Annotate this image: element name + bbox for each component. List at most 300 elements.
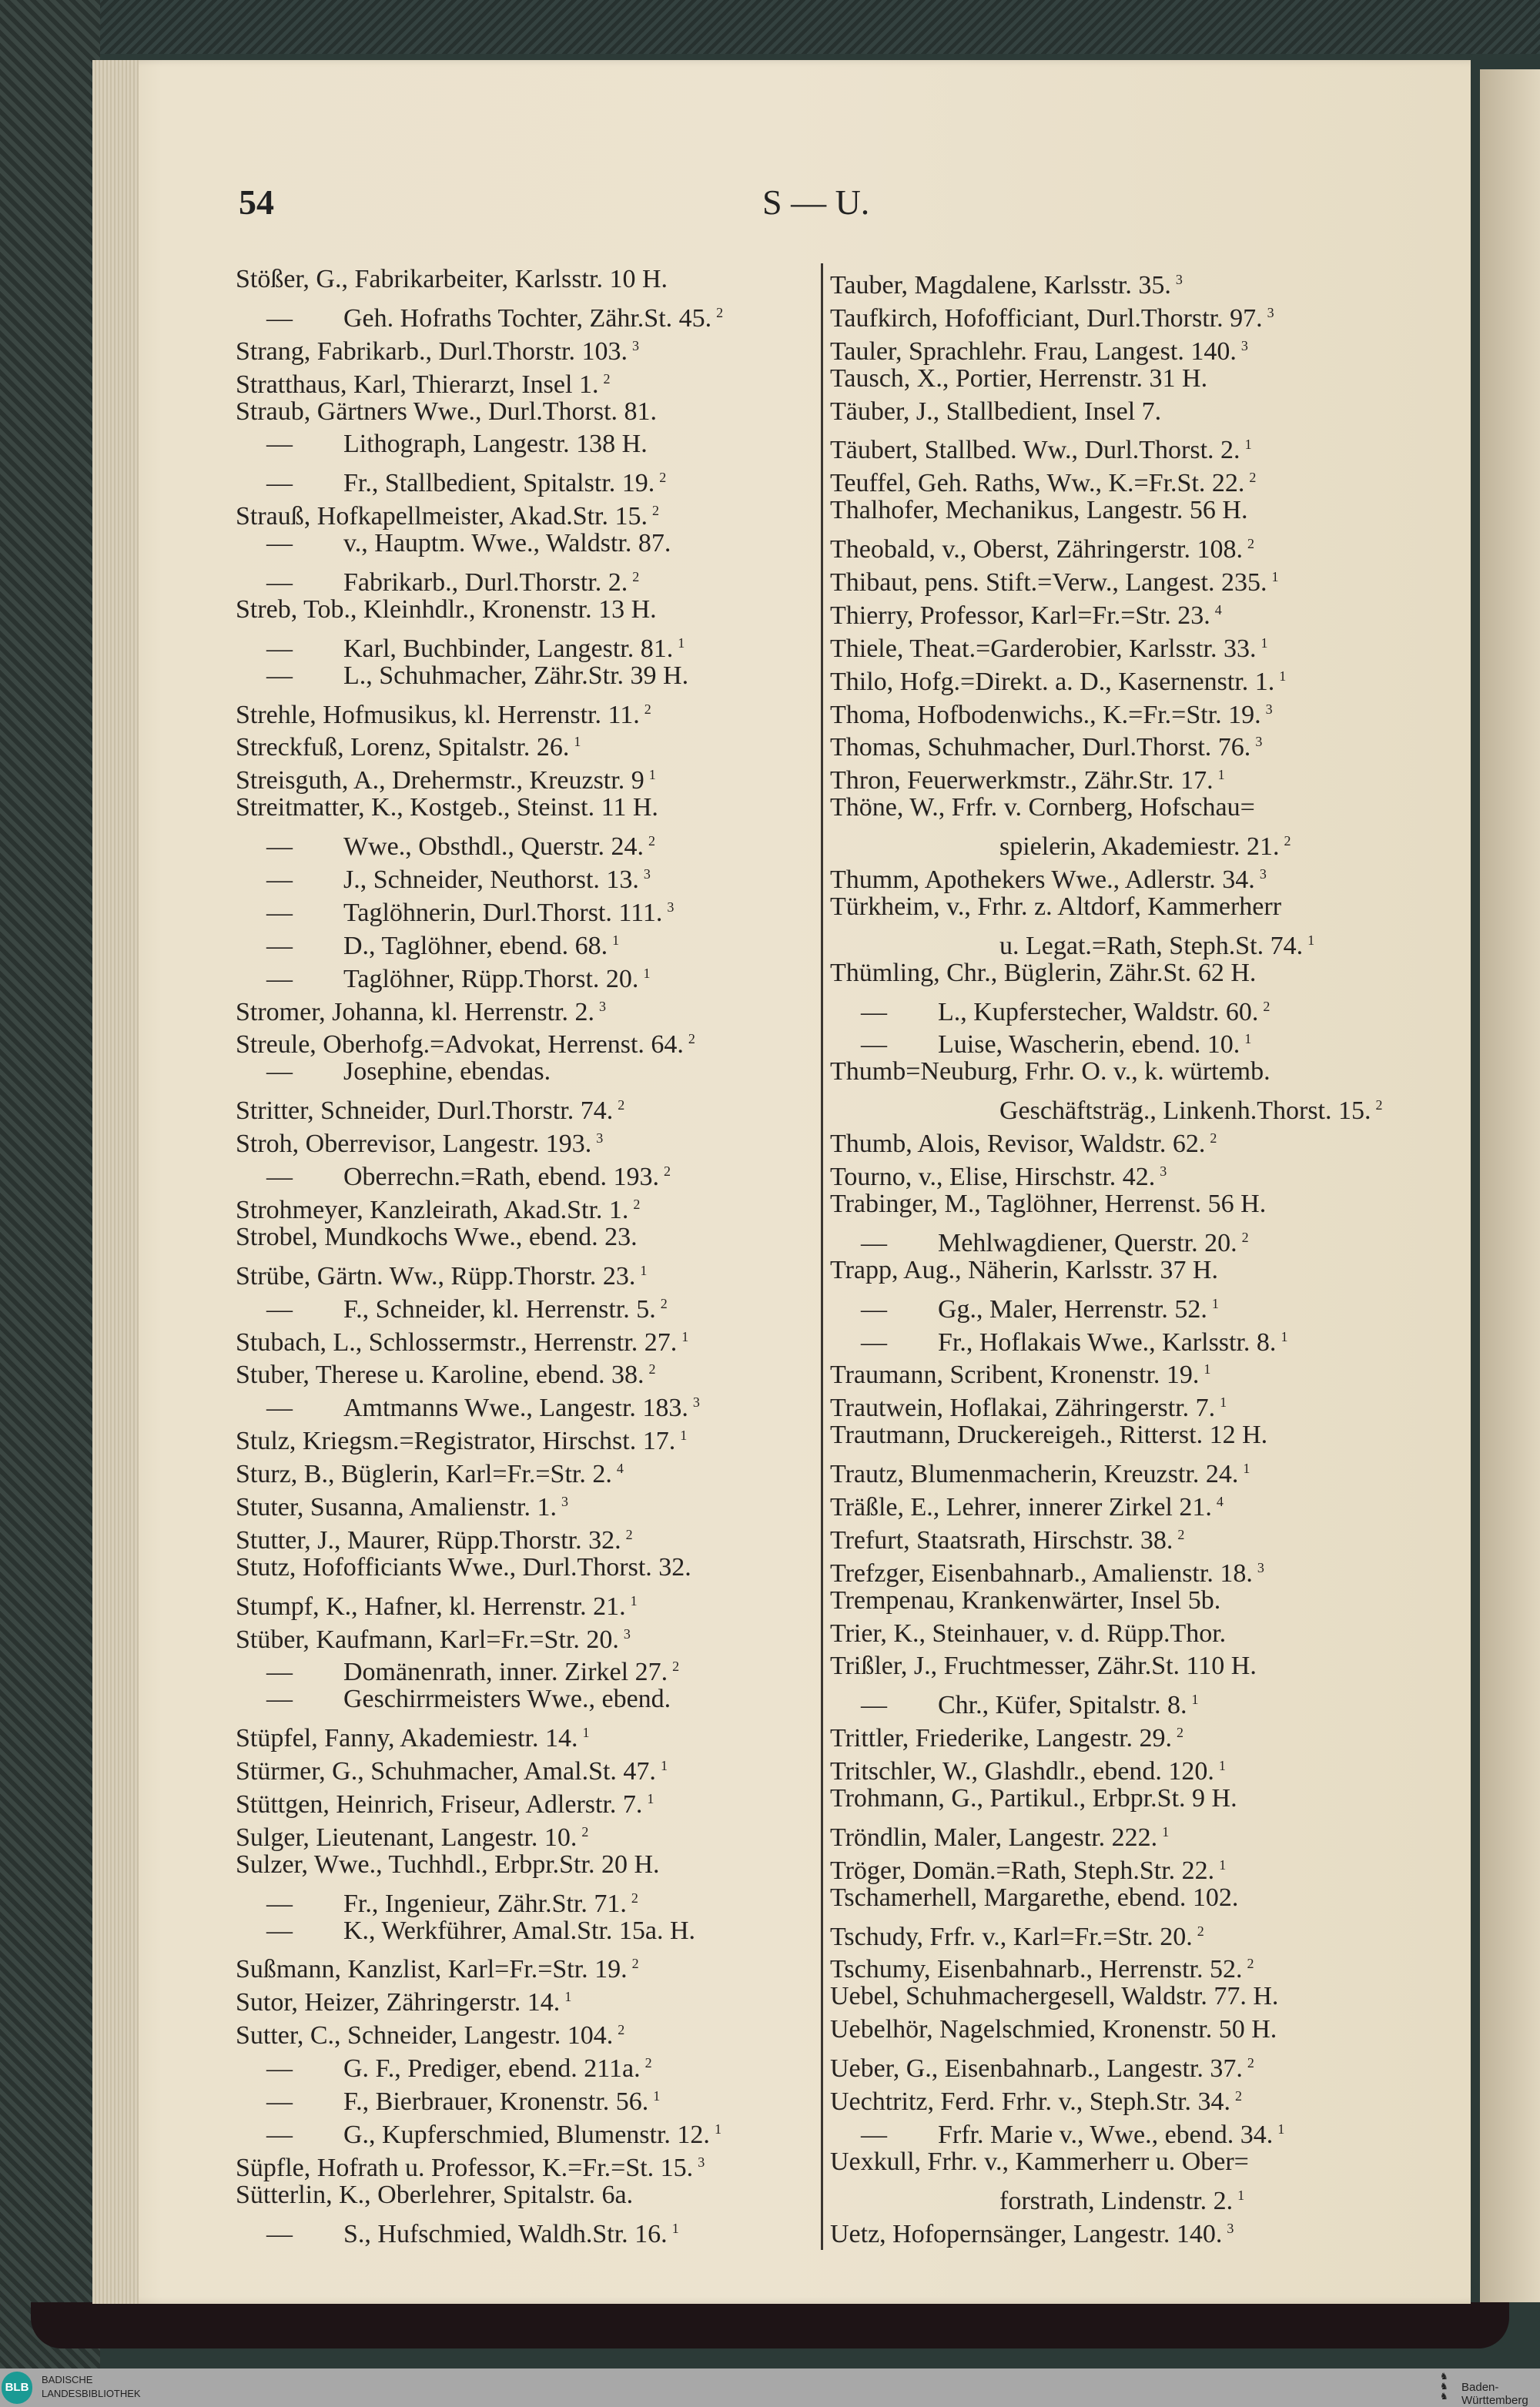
directory-entry-continuation bbox=[830, 825, 1415, 862]
entry-text: Trittler, Friederike, Langestr. 29. bbox=[830, 1724, 1173, 1753]
entry-text: G., Kupferschmied, Blumenstr. 12. bbox=[343, 2120, 710, 2149]
ditto-dash: — bbox=[266, 865, 293, 895]
directory-subentry bbox=[830, 1321, 1415, 1357]
floor-number: 2 bbox=[1197, 1923, 1204, 1939]
directory-subentry bbox=[236, 2212, 821, 2248]
floor-number: 2 bbox=[644, 701, 651, 717]
entry-text: v., Hauptm. Wwe., Waldstr. 87. bbox=[343, 529, 671, 558]
directory-entry-continuation bbox=[830, 2179, 1415, 2215]
floor-number: 3 bbox=[1175, 272, 1183, 287]
ditto-dash: — bbox=[266, 303, 293, 333]
entry-text: Trier, K., Steinhauer, v. d. Rüpp.Thor. bbox=[830, 1619, 1227, 1648]
directory-entry bbox=[830, 2047, 1415, 2084]
ditto-dash: — bbox=[266, 2054, 293, 2084]
directory-subentry bbox=[236, 1650, 821, 1687]
entry-text: Thümling, Chr., Büglerin, Zähr.St. 62 H. bbox=[830, 958, 1257, 987]
directory-entry bbox=[830, 693, 1415, 729]
floor-number: 3 bbox=[692, 1394, 700, 1411]
entry-text: Fabrikarb., Durl.Thorstr. 2. bbox=[343, 568, 628, 598]
directory-subentry bbox=[830, 1023, 1415, 1060]
ditto-dash: — bbox=[861, 1030, 887, 1060]
entry-text: Fr., Hoflakais Wwe., Karlsstr. 8. bbox=[938, 1327, 1277, 1357]
floor-number: 1 bbox=[1237, 2187, 1245, 2203]
directory-entry bbox=[830, 1947, 1415, 1984]
floor-number: 1 bbox=[1244, 437, 1252, 453]
blb-logo[interactable]: BLB bbox=[2, 2372, 32, 2404]
directory-subentry bbox=[830, 2113, 1415, 2149]
floor-number: 2 bbox=[1241, 1229, 1249, 1245]
directory-subentry bbox=[830, 990, 1415, 1026]
entry-text: J., Schneider, Neuthorst. 13. bbox=[343, 865, 639, 895]
directory-entry bbox=[236, 1716, 821, 1753]
running-head-section: S — U. bbox=[762, 182, 870, 222]
entry-text: Fr., Ingenieur, Zähr.Str. 71. bbox=[343, 1889, 627, 1918]
entry-text: Gg., Maler, Herrenstr. 52. bbox=[938, 1294, 1207, 1324]
ditto-dash: — bbox=[266, 1889, 293, 1918]
ditto-dash: — bbox=[861, 1327, 887, 1357]
floor-number: 3 bbox=[1259, 866, 1267, 882]
floor-number: 1 bbox=[1220, 1394, 1227, 1411]
floor-number: 1 bbox=[671, 2220, 679, 2236]
floor-number: 3 bbox=[596, 1130, 604, 1147]
directory-entry-continuation bbox=[830, 924, 1415, 960]
floor-number: 2 bbox=[648, 1361, 656, 1378]
floor-number: 2 bbox=[625, 1526, 633, 1542]
floor-number: 2 bbox=[659, 470, 667, 486]
directory-entry bbox=[236, 2146, 821, 2182]
entry-text: Strohmeyer, Kanzleirath, Akad.Str. 1. bbox=[236, 1195, 629, 1224]
entry-text: Träßle, E., Lehrer, innerer Zirkel 21. bbox=[830, 1492, 1212, 1522]
floor-number: 1 bbox=[1191, 1692, 1199, 1708]
entry-text: Tschumy, Eisenbahnarb., Herrenstr. 52. bbox=[830, 1955, 1243, 1984]
directory-entry bbox=[830, 1485, 1415, 1522]
directory-entry bbox=[236, 1618, 821, 1654]
entry-text: Stüttgen, Heinrich, Friseur, Adlerstr. 7. bbox=[236, 1789, 643, 1819]
floor-number: 2 bbox=[618, 1097, 625, 1113]
floor-number: 1 bbox=[564, 1989, 572, 2005]
floor-number: 2 bbox=[672, 1659, 680, 1675]
directory-entry bbox=[830, 1188, 1415, 1221]
floor-number: 3 bbox=[599, 998, 607, 1014]
entry-text: Sutor, Heizer, Zähringerstr. 14. bbox=[236, 1988, 561, 2017]
directory-subentry bbox=[236, 296, 821, 333]
directory-entry bbox=[830, 1915, 1415, 1951]
entry-text: Amtmanns Wwe., Langestr. 183. bbox=[343, 1394, 688, 1423]
entry-text: Streitmatter, K., Kostgeb., Steinst. 11 H. bbox=[236, 793, 658, 822]
directory-entry bbox=[830, 561, 1415, 598]
directory-entry bbox=[830, 1056, 1415, 1089]
directory-subentry bbox=[236, 2113, 821, 2149]
entry-text: u. Legat.=Rath, Steph.St. 74. bbox=[999, 931, 1304, 960]
directory-entry bbox=[830, 527, 1415, 564]
floor-number: 1 bbox=[640, 1262, 648, 1278]
floor-number: 1 bbox=[612, 932, 620, 948]
directory-entry bbox=[236, 1947, 821, 1984]
entry-text: Josephine, ebendas. bbox=[343, 1057, 551, 1086]
entry-text: Thierry, Professor, Karl=Fr.=Str. 23. bbox=[830, 601, 1210, 630]
entry-text: Trautwein, Hoflakai, Zähringerstr. 7. bbox=[830, 1394, 1216, 1423]
entry-text: Streule, Oberhofg.=Advokat, Herrenst. 64. bbox=[236, 1030, 684, 1060]
entry-text: Tröndlin, Maler, Langestr. 222. bbox=[830, 1823, 1158, 1852]
directory-entry bbox=[830, 1783, 1415, 1816]
directory-entry bbox=[830, 1552, 1415, 1588]
floor-number: 1 bbox=[1162, 1823, 1170, 1840]
floor-number: 4 bbox=[616, 1461, 624, 1477]
entry-text: Türkheim, v., Frhr. z. Altdorf, Kammerherr bbox=[830, 892, 1282, 921]
entry-text: Fr., Stallbedient, Spitalstr. 19. bbox=[343, 469, 655, 498]
directory-entry bbox=[830, 494, 1415, 527]
floor-number: 2 bbox=[644, 2055, 652, 2071]
entry-text: Thiele, Theat.=Garderobier, Karlsstr. 33. bbox=[830, 634, 1257, 663]
entry-text: Geschirrmeisters Wwe., ebend. bbox=[343, 1685, 671, 1714]
directory-entry bbox=[830, 1386, 1415, 1423]
directory-entry bbox=[236, 1221, 821, 1254]
directory-entry bbox=[236, 1452, 821, 1489]
directory-entry bbox=[830, 1585, 1415, 1618]
directory-subentry bbox=[236, 957, 821, 993]
entry-text: D., Taglöhner, ebend. 68. bbox=[343, 931, 608, 960]
directory-entry bbox=[830, 1419, 1415, 1452]
floor-number: 2 bbox=[618, 2022, 625, 2038]
directory-entry bbox=[830, 2212, 1415, 2248]
floor-number: 2 bbox=[664, 1163, 671, 1180]
floor-number: 3 bbox=[1160, 1163, 1167, 1180]
floor-number: 3 bbox=[632, 337, 639, 353]
floor-number: 2 bbox=[1263, 998, 1270, 1014]
directory-entry bbox=[830, 2146, 1415, 2179]
directory-entry bbox=[830, 725, 1415, 762]
directory-entry bbox=[830, 1849, 1415, 1885]
entry-text: Stumpf, K., Hafner, kl. Herrenstr. 21. bbox=[236, 1592, 626, 1621]
floor-number: 1 bbox=[630, 1592, 638, 1609]
entry-text: Stromer, Johanna, kl. Herrenstr. 2. bbox=[236, 997, 595, 1026]
directory-entry bbox=[830, 1749, 1415, 1786]
entry-text: Stößer, G., Fabrikarbeiter, Karlsstr. 10 H. bbox=[236, 265, 668, 293]
floor-number: 1 bbox=[680, 1428, 688, 1444]
entry-text: L., Kupferstecher, Waldstr. 60. bbox=[938, 997, 1259, 1026]
directory-entry bbox=[830, 1618, 1415, 1651]
entry-text: Stuber, Therese u. Karoline, ebend. 38. bbox=[236, 1361, 644, 1390]
floor-number: 3 bbox=[667, 899, 675, 915]
directory-entry bbox=[830, 330, 1415, 366]
entry-text: Trohmann, G., Partikul., Erbpr.St. 9 H. bbox=[830, 1783, 1237, 1813]
entry-text: Strehle, Hofmusikus, kl. Herrenstr. 11. bbox=[236, 700, 640, 729]
entry-text: Thöne, W., Frfr. v. Cornberg, Hofschau= bbox=[830, 793, 1255, 822]
entry-text: Stubach, L., Schlossermstr., Herrenstr. 27. bbox=[236, 1327, 678, 1357]
entry-text: Uetz, Hofopernsänger, Langestr. 140. bbox=[830, 2219, 1223, 2248]
directory-entry bbox=[830, 891, 1415, 924]
entry-text: Süpfle, Hofrath u. Professor, K.=Fr.=St. 15. bbox=[236, 2153, 694, 2182]
floor-number: 3 bbox=[1257, 1559, 1264, 1575]
entry-text: Chr., Küfer, Spitalstr. 8. bbox=[938, 1691, 1187, 1720]
viewer-footer bbox=[0, 2369, 1540, 2407]
entry-text: Ueber, G., Eisenbahnarb., Langestr. 37. bbox=[830, 2054, 1243, 2084]
directory-subentry bbox=[236, 1915, 821, 1948]
entry-text: Thomas, Schuhmacher, Durl.Thorst. 76. bbox=[830, 733, 1251, 762]
floor-number: 1 bbox=[1211, 1295, 1219, 1311]
directory-entry bbox=[236, 758, 821, 795]
floor-number: 2 bbox=[1177, 1725, 1184, 1741]
ditto-dash: — bbox=[266, 1163, 293, 1192]
floor-number: 2 bbox=[1235, 2087, 1243, 2104]
entry-text: Tausch, X., Portier, Herrenstr. 31 H. bbox=[830, 363, 1208, 393]
entry-text: K., Werkführer, Amal.Str. 15a. H. bbox=[343, 1916, 696, 1945]
entry-text: Taglöhner, Rüpp.Thorst. 20. bbox=[343, 964, 639, 993]
entry-text: Stüber, Kaufmann, Karl=Fr.=Str. 20. bbox=[236, 1625, 619, 1654]
floor-number: 1 bbox=[1277, 2121, 1285, 2137]
entry-text: Trautz, Blumenmacherin, Kreuzstr. 24. bbox=[830, 1460, 1239, 1489]
directory-subentry bbox=[236, 891, 821, 927]
entry-text: Tschudy, Frfr. v., Karl=Fr.=Str. 20. bbox=[830, 1922, 1193, 1951]
floor-number: 1 bbox=[1244, 1031, 1252, 1047]
directory-entry bbox=[236, 1849, 821, 1882]
directory-entry bbox=[830, 792, 1415, 825]
entry-text: Mehlwagdiener, Querstr. 20. bbox=[938, 1228, 1237, 1257]
directory-subentry bbox=[236, 825, 821, 862]
directory-subentry bbox=[236, 2047, 821, 2084]
directory-entry bbox=[830, 1816, 1415, 1852]
directory-entry bbox=[830, 263, 1415, 300]
directory-entry bbox=[236, 594, 821, 627]
library-name-line-1: BADISCHE bbox=[42, 2374, 93, 2385]
directory-entry bbox=[236, 494, 821, 531]
entry-text: spielerin, Akademiestr. 21. bbox=[999, 832, 1280, 862]
entry-text: Uechtritz, Ferd. Frhr. v., Steph.Str. 34. bbox=[830, 2087, 1231, 2116]
floor-number: 1 bbox=[1217, 767, 1225, 783]
floor-number: 1 bbox=[714, 2121, 721, 2137]
entry-text: Stutz, Hofofficiants Wwe., Durl.Thorst. 32. bbox=[236, 1552, 691, 1582]
ditto-dash: — bbox=[266, 529, 293, 558]
directory-subentry bbox=[830, 1221, 1415, 1257]
column-divider bbox=[821, 263, 823, 2250]
directory-subentry bbox=[236, 527, 821, 561]
entry-text: Taufkirch, Hofofficiant, Durl.Thorstr. 97. bbox=[830, 303, 1263, 333]
left-column-entries bbox=[236, 263, 821, 2248]
directory-entry bbox=[236, 1816, 821, 1852]
directory-entry bbox=[830, 594, 1415, 630]
floor-number: 1 bbox=[647, 1790, 654, 1806]
directory-entry bbox=[236, 1980, 821, 2017]
entry-text: Stritter, Schneider, Durl.Thorstr. 74. bbox=[236, 1096, 614, 1126]
entry-text: Stroh, Oberrevisor, Langestr. 193. bbox=[236, 1130, 592, 1159]
floor-number: 1 bbox=[643, 965, 651, 981]
directory-subentry bbox=[236, 1056, 821, 1089]
directory-entry bbox=[236, 1254, 821, 1291]
entry-text: Strobel, Mundkochs Wwe., ebend. 23. bbox=[236, 1222, 638, 1251]
floor-number: 3 bbox=[698, 2154, 705, 2170]
entry-text: Sulzer, Wwe., Tuchhdl., Erbpr.Str. 20 H. bbox=[236, 1850, 660, 1879]
ditto-dash: — bbox=[266, 1685, 293, 1714]
directory-entry bbox=[830, 2014, 1415, 2047]
directory-subentry bbox=[236, 561, 821, 598]
ditto-dash: — bbox=[861, 2120, 887, 2149]
entry-text: Strübe, Gärtn. Ww., Rüpp.Thorstr. 23. bbox=[236, 1261, 636, 1291]
directory-entry bbox=[236, 1419, 821, 1456]
ditto-dash: — bbox=[266, 430, 293, 459]
directory-subentry bbox=[830, 1683, 1415, 1720]
ditto-dash: — bbox=[861, 997, 887, 1026]
directory-entry bbox=[236, 330, 821, 366]
floor-number: 1 bbox=[1219, 1856, 1227, 1873]
floor-number: 1 bbox=[1243, 1461, 1250, 1477]
ditto-dash: — bbox=[266, 832, 293, 862]
entry-text: Geh. Hofraths Tochter, Zähr.St. 45. bbox=[343, 303, 712, 333]
entry-text: Tourno, v., Elise, Hirschstr. 42. bbox=[830, 1163, 1156, 1192]
directory-entry bbox=[830, 957, 1415, 990]
right-column-entries bbox=[830, 263, 1415, 2248]
entry-text: G. F., Prediger, ebend. 211a. bbox=[343, 2054, 641, 2084]
entry-text: Tauler, Sprachlehr. Frau, Langest. 140. bbox=[830, 336, 1237, 366]
entry-text: Trapp, Aug., Näherin, Karlsstr. 37 H. bbox=[830, 1255, 1218, 1284]
directory-entry bbox=[236, 725, 821, 762]
floor-number: 1 bbox=[582, 1725, 590, 1741]
directory-entry bbox=[236, 1518, 821, 1555]
floor-number: 2 bbox=[648, 833, 656, 849]
floor-number: 2 bbox=[1247, 536, 1254, 552]
entry-text: Geschäftsträg., Linkenh.Thorst. 15. bbox=[999, 1096, 1371, 1126]
floor-number: 2 bbox=[1375, 1097, 1383, 1113]
entry-text: F., Bierbrauer, Kronenstr. 56. bbox=[343, 2087, 649, 2116]
entry-text: Sturz, B., Büglerin, Karl=Fr.=Str. 2. bbox=[236, 1460, 612, 1489]
book-cover-top bbox=[0, 0, 1540, 54]
entry-text: Oberrechn.=Rath, ebend. 193. bbox=[343, 1163, 660, 1192]
entry-text: Stuter, Susanna, Amalienstr. 1. bbox=[236, 1492, 557, 1522]
directory-subentry bbox=[236, 627, 821, 663]
floor-number: 1 bbox=[1218, 1758, 1226, 1774]
entry-text: Täubert, Stallbed. Ww., Durl.Thorst. 2. bbox=[830, 436, 1240, 465]
floor-number: 3 bbox=[643, 866, 651, 882]
floor-number: 3 bbox=[1240, 337, 1248, 353]
directory-subentry bbox=[830, 1287, 1415, 1324]
floor-number: 1 bbox=[1279, 668, 1287, 684]
floor-number: 3 bbox=[1267, 304, 1274, 320]
library-name bbox=[42, 2373, 165, 2401]
directory-entry bbox=[830, 363, 1415, 396]
entry-text: Thoma, Hofbodenwichs., K.=Fr.=Str. 19. bbox=[830, 700, 1261, 729]
directory-entry bbox=[830, 758, 1415, 795]
entry-text: L., Schuhmacher, Zähr.Str. 39 H. bbox=[343, 661, 689, 690]
directory-entry bbox=[236, 990, 821, 1026]
entry-text: Sütterlin, K., Oberlehrer, Spitalstr. 6a. bbox=[236, 2180, 634, 2209]
book-cover-left bbox=[0, 0, 100, 2369]
ditto-dash: — bbox=[266, 2219, 293, 2248]
state-name[interactable]: Baden-Württemberg bbox=[1461, 2381, 1528, 2407]
entry-text: Trabinger, M., Taglöhner, Herrenst. 56 H. bbox=[830, 1189, 1267, 1218]
floor-number: 1 bbox=[648, 767, 656, 783]
entry-text: Streb, Tob., Kleinhdlr., Kronenstr. 13 H. bbox=[236, 594, 657, 624]
floor-number: 3 bbox=[561, 1493, 568, 1509]
entry-text: Tauber, Magdalene, Karlsstr. 35. bbox=[830, 271, 1171, 300]
entry-text: Domänenrath, inner. Zirkel 27. bbox=[343, 1658, 668, 1687]
ditto-dash: — bbox=[266, 634, 293, 663]
directory-entry bbox=[236, 1485, 821, 1522]
entry-text: Stüpfel, Fanny, Akademiestr. 14. bbox=[236, 1724, 578, 1753]
entry-text: Strang, Fabrikarb., Durl.Thorstr. 103. bbox=[236, 336, 628, 366]
directory-entry bbox=[236, 1585, 821, 1621]
entry-text: Thumb=Neuburg, Frhr. O. v., k. würtemb. bbox=[830, 1057, 1270, 1086]
floor-number: 1 bbox=[1204, 1361, 1211, 1378]
floor-number: 2 bbox=[652, 503, 660, 519]
directory-subentry bbox=[236, 660, 821, 693]
floor-number: 2 bbox=[688, 1031, 695, 1047]
floor-number: 2 bbox=[660, 1295, 668, 1311]
floor-number: 1 bbox=[678, 634, 685, 651]
directory-entry bbox=[830, 396, 1415, 429]
directory-entry bbox=[830, 1882, 1415, 1915]
floor-number: 2 bbox=[603, 370, 611, 387]
entry-text: Sutter, C., Schneider, Langestr. 104. bbox=[236, 2021, 614, 2050]
directory-entry bbox=[830, 296, 1415, 333]
directory-entry bbox=[830, 428, 1415, 465]
ditto-dash: — bbox=[266, 1658, 293, 1687]
floor-number: 2 bbox=[1247, 2055, 1254, 2071]
directory-entry bbox=[236, 1089, 821, 1126]
ditto-dash: — bbox=[266, 964, 293, 993]
directory-entry bbox=[236, 792, 821, 825]
entry-text: Thron, Feuerwerkmstr., Zähr.Str. 17. bbox=[830, 766, 1214, 795]
library-name-line-2: LANDESBIBLIOTHEK bbox=[42, 2388, 141, 2399]
floor-number: 3 bbox=[623, 1625, 631, 1642]
floor-number: 2 bbox=[633, 1196, 641, 1212]
entry-text: Stulz, Kriegsm.=Registrator, Hirschst. 17. bbox=[236, 1427, 676, 1456]
directory-subentry bbox=[236, 1882, 821, 1918]
entry-text: Streckfuß, Lorenz, Spitalstr. 26. bbox=[236, 733, 570, 762]
ditto-dash: — bbox=[266, 2087, 293, 2116]
entry-text: Taglöhnerin, Durl.Thorst. 111. bbox=[343, 898, 663, 927]
floor-number: 1 bbox=[681, 1328, 689, 1344]
entry-text: S., Hufschmied, Waldh.Str. 16. bbox=[343, 2219, 668, 2248]
floor-number: 2 bbox=[631, 1956, 639, 1972]
entry-text: Thumb, Alois, Revisor, Waldstr. 62. bbox=[830, 1130, 1206, 1159]
entry-text: Trefzger, Eisenbahnarb., Amalienstr. 18. bbox=[830, 1558, 1253, 1588]
directory-entry bbox=[830, 1650, 1415, 1683]
book-bottom-edge bbox=[31, 2302, 1509, 2348]
directory-entry bbox=[830, 1980, 1415, 2014]
directory-entry bbox=[830, 461, 1415, 498]
entry-text: Thibaut, pens. Stift.=Verw., Langest. 235. bbox=[830, 568, 1267, 598]
entry-text: Stratthaus, Karl, Thierarzt, Insel 1. bbox=[236, 370, 599, 399]
entry-text: Tröger, Domän.=Rath, Steph.Str. 22. bbox=[830, 1856, 1215, 1885]
directory-entry-continuation bbox=[830, 1089, 1415, 1126]
directory-entry bbox=[236, 1353, 821, 1390]
directory-subentry bbox=[236, 1386, 821, 1423]
directory-subentry bbox=[236, 924, 821, 960]
entry-text: Teuffel, Geh. Raths, Ww., K.=Fr.St. 22. bbox=[830, 469, 1245, 498]
directory-entry bbox=[236, 396, 821, 429]
directory-entry bbox=[236, 1552, 821, 1585]
entry-text: Theobald, v., Oberst, Zähringerstr. 108. bbox=[830, 535, 1243, 564]
directory-subentry bbox=[236, 1155, 821, 1192]
directory-entry bbox=[830, 1155, 1415, 1192]
ditto-dash: — bbox=[266, 661, 293, 690]
ditto-dash: — bbox=[266, 931, 293, 960]
ditto-dash: — bbox=[266, 898, 293, 927]
floor-number: 3 bbox=[1227, 2220, 1234, 2236]
entry-text: Sußmann, Kanzlist, Karl=Fr.=Str. 19. bbox=[236, 1955, 628, 1984]
directory-entry bbox=[830, 1122, 1415, 1159]
entry-text: Stutter, J., Maurer, Rüpp.Thorstr. 32. bbox=[236, 1525, 621, 1555]
floor-number: 2 bbox=[632, 569, 640, 585]
ditto-dash: — bbox=[266, 1057, 293, 1086]
directory-subentry bbox=[236, 858, 821, 895]
entry-text: Tritschler, W., Glashdlr., ebend. 120. bbox=[830, 1757, 1214, 1786]
floor-number: 2 bbox=[1247, 1956, 1254, 1972]
entry-text: Tschamerhell, Margarethe, ebend. 102. bbox=[830, 1883, 1239, 1912]
directory-subentry bbox=[236, 461, 821, 498]
floor-number: 1 bbox=[1281, 1328, 1288, 1344]
entry-text: forstrath, Lindenstr. 2. bbox=[999, 2186, 1234, 2215]
directory-entry bbox=[830, 1254, 1415, 1287]
